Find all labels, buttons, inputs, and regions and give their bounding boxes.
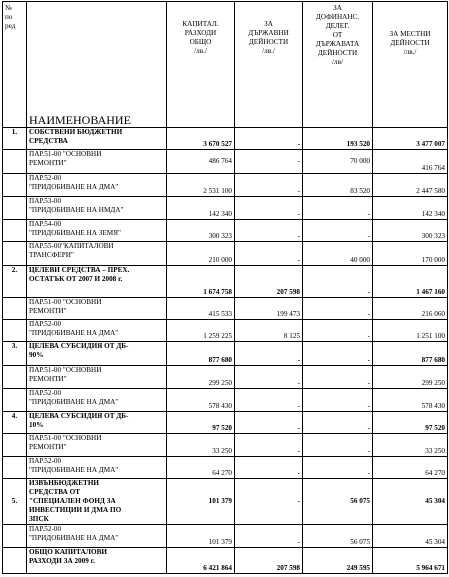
cell-local: 216 060 <box>373 298 448 320</box>
row-name-line: СРЕДСТВА ОТ <box>29 488 81 496</box>
table-row <box>3 366 448 389</box>
row-name <box>27 342 167 366</box>
row-name-line: ПАР.51-00 "ОСНОВНИ <box>29 150 102 158</box>
cell-total: 3 670 527 <box>167 128 235 150</box>
cell-cofin: - <box>303 197 373 220</box>
cell-local: 3 477 007 <box>373 128 448 150</box>
cell-local: 45 304 <box>373 479 448 525</box>
table-row <box>3 412 448 434</box>
row-name-line: РЕМОНТИ" <box>29 375 67 383</box>
header-no-line: № <box>5 4 12 12</box>
cell-cofin: - <box>303 320 373 342</box>
row-name-line: ПАР.52-00 <box>29 525 62 533</box>
table-row <box>3 298 448 320</box>
cell-cofin: - <box>303 298 373 320</box>
cell-total: 97 520 <box>167 412 235 434</box>
header-local-line: ЗА МЕСТНИ <box>389 30 431 38</box>
row-name-line: ЦЕЛЕВИ СРЕДСТВА – ПРЕХ. <box>29 266 130 274</box>
table-row <box>3 320 448 342</box>
cell-local: 416 764 <box>373 150 448 174</box>
row-name-line: 90% <box>29 351 44 359</box>
cell-cofin: - <box>303 342 373 366</box>
row-number <box>3 320 27 342</box>
row-name-line: "ПРИДОБИВАНЕ НА ЗЕМЯ" <box>29 229 121 237</box>
row-number <box>3 366 27 389</box>
header-total-line: РАЗХОДИ <box>184 29 217 37</box>
cell-state: - <box>235 150 303 174</box>
row-name-line: "ПРИДОБИВАНЕ НА ДМА" <box>29 466 119 474</box>
row-number <box>3 174 27 197</box>
header-total <box>167 2 235 128</box>
table-row <box>3 457 448 479</box>
row-name-line: ПАР.52-00 <box>29 320 62 328</box>
cell-state: - <box>235 457 303 479</box>
header-row <box>3 2 448 128</box>
table-row <box>3 128 448 150</box>
cell-cofin: 56 075 <box>303 479 373 525</box>
cell-local: 45 304 <box>373 525 448 548</box>
row-name-line: ПАР.53-00 <box>29 197 62 205</box>
header-total-line: КАПИТАЛ. <box>182 20 219 28</box>
row-name <box>27 242 167 266</box>
row-name-line: ПАР.51-00 "ОСНОВНИ <box>29 298 102 306</box>
row-name-line: "ПРИДОБИВАНЕ НА НМДА" <box>29 206 124 214</box>
row-number: 1. <box>3 128 27 150</box>
row-name-line: ПАР.52-00 <box>29 457 62 465</box>
row-number: 5. <box>3 479 27 525</box>
cell-cofin: 193 520 <box>303 128 373 150</box>
cell-cofin: 40 000 <box>303 242 373 266</box>
cell-state: - <box>235 242 303 266</box>
table-row <box>3 479 448 525</box>
cell-total: 101 379 <box>167 479 235 525</box>
row-number <box>3 298 27 320</box>
table-row <box>3 220 448 242</box>
row-name <box>27 150 167 174</box>
row-number <box>3 242 27 266</box>
row-name <box>27 266 167 298</box>
cell-cofin: - <box>303 389 373 412</box>
header-local <box>373 2 448 128</box>
table-row <box>3 150 448 174</box>
cell-state: - <box>235 128 303 150</box>
cell-total: 877 680 <box>167 342 235 366</box>
cell-total: 300 323 <box>167 220 235 242</box>
row-name-line: СРЕДСТВА <box>29 137 68 145</box>
cell-state: - <box>235 389 303 412</box>
row-name-line: "ПРИДОБИВАНЕ НА ДМА" <box>29 534 119 542</box>
header-local-line: /лв./ <box>403 48 417 56</box>
cell-state: 207 598 <box>235 266 303 298</box>
header-name-title: НАИМЕНОВАНИЕ <box>29 113 131 127</box>
row-name <box>27 197 167 220</box>
cell-total: 64 270 <box>167 457 235 479</box>
header-cofin <box>303 2 373 128</box>
cell-total: 33 250 <box>167 434 235 457</box>
table-row <box>3 342 448 366</box>
header-cofin-line: ДЪРЖАВАТА <box>315 40 360 48</box>
row-name <box>27 479 167 525</box>
cell-local: 33 250 <box>373 434 448 457</box>
cell-state: - <box>235 434 303 457</box>
cell-state: 8 125 <box>235 320 303 342</box>
cell-cofin: 83 520 <box>303 174 373 197</box>
cell-total: 101 379 <box>167 525 235 548</box>
cell-local: 64 270 <box>373 457 448 479</box>
row-name <box>27 320 167 342</box>
row-name-line: ИНВЕСТИЦИИ И ДМА ПО <box>29 506 122 514</box>
row-name <box>27 220 167 242</box>
cell-total: 142 340 <box>167 197 235 220</box>
header-no-line: по <box>5 13 13 21</box>
cell-local: 5 964 671 <box>373 548 448 574</box>
row-name-line: "ПРИДОБИВАНЕ НА ДМА" <box>29 398 119 406</box>
cell-cofin: - <box>303 412 373 434</box>
cell-local: 170 000 <box>373 242 448 266</box>
row-name-line: ЗПСК <box>29 515 49 523</box>
row-name-line: РЕМОНТИ" <box>29 307 67 315</box>
row-number <box>3 389 27 412</box>
row-name-line: РЕМОНТИ" <box>29 443 67 451</box>
cell-total: 6 421 864 <box>167 548 235 574</box>
row-name-line: ПАР.52-00 <box>29 174 62 182</box>
cell-cofin: 56 075 <box>303 525 373 548</box>
cell-state: - <box>235 412 303 434</box>
header-state <box>235 2 303 128</box>
header-total-line: ОБЩО <box>189 38 212 46</box>
row-number <box>3 150 27 174</box>
cell-state: - <box>235 366 303 389</box>
cell-total: 578 430 <box>167 389 235 412</box>
row-name-line: РАЗХОДИ ЗА 2009 г. <box>29 557 95 565</box>
row-name-line: ТРАНСФЕРИ" <box>29 251 74 259</box>
table-row <box>3 434 448 457</box>
row-name <box>27 389 167 412</box>
row-name-line: ПАР.51-00 "ОСНОВНИ <box>29 366 102 374</box>
row-name-line: РЕМОНТИ" <box>29 159 67 167</box>
header-state-line: ДЪРЖАВНИ <box>248 29 289 37</box>
cell-local: 300 323 <box>373 220 448 242</box>
row-number <box>3 457 27 479</box>
cell-state: 199 473 <box>235 298 303 320</box>
cell-local: 299 250 <box>373 366 448 389</box>
table-row <box>3 197 448 220</box>
header-state-line: ЗА <box>264 20 273 28</box>
row-name-line: ОБЩО КАПИТАЛОВИ <box>29 548 107 556</box>
row-name-line: "ПРИДОБИВАНЕ НА ДМА" <box>29 183 119 191</box>
cell-state: - <box>235 342 303 366</box>
cell-cofin: - <box>303 220 373 242</box>
cell-cofin: 249 595 <box>303 548 373 574</box>
row-name <box>27 366 167 389</box>
table-row <box>3 525 448 548</box>
header-no-line: ред <box>5 22 16 30</box>
row-name-line: "СПЕЦИАЛЕН ФОНД ЗА <box>29 497 116 505</box>
header-name <box>27 2 167 128</box>
header-cofin-line: ДЕЛЕГ. <box>325 22 350 30</box>
row-name <box>27 174 167 197</box>
cell-state: - <box>235 174 303 197</box>
header-state-line: /лв./ <box>262 47 275 55</box>
cell-total: 1 259 225 <box>167 320 235 342</box>
row-number <box>3 548 27 574</box>
capital-expenses-table <box>2 1 448 574</box>
cell-local: 877 680 <box>373 342 448 366</box>
row-name <box>27 434 167 457</box>
header-cofin-line: ДОФИНАНС. <box>315 13 360 21</box>
row-name-line: СОБСТВЕНИ БЮДЖЕТНИ <box>29 128 123 136</box>
cell-total: 210 000 <box>167 242 235 266</box>
table-row <box>3 174 448 197</box>
cell-local: 1 251 100 <box>373 320 448 342</box>
row-number <box>3 434 27 457</box>
cell-local: 142 340 <box>373 197 448 220</box>
header-cofin-line: ЗА <box>333 4 342 12</box>
row-name <box>27 525 167 548</box>
header-cofin-line: /лв/ <box>332 58 343 66</box>
cell-state: 207 598 <box>235 548 303 574</box>
row-number: 4. <box>3 412 27 434</box>
header-local-line: ДЕЙНОСТИ <box>390 39 430 47</box>
row-name-line: ПАР.52-00 <box>29 389 62 397</box>
cell-total: 486 764 <box>167 150 235 174</box>
cell-cofin: - <box>303 434 373 457</box>
header-no <box>3 2 27 128</box>
row-number: 2. <box>3 266 27 298</box>
table-row <box>3 242 448 266</box>
row-name-line: "ПРИДОБИВАНЕ НА ДМА" <box>29 329 119 337</box>
row-name-line: ПАР.51-00 "ОСНОВНИ <box>29 434 102 442</box>
header-total-line: /лв./ <box>194 47 207 55</box>
table-body <box>3 128 448 574</box>
cell-state: - <box>235 525 303 548</box>
row-number <box>3 197 27 220</box>
row-number <box>3 525 27 548</box>
table-row <box>3 389 448 412</box>
cell-cofin: 70 000 <box>303 150 373 174</box>
row-name-line: ЦЕЛЕВА СУБСИДИЯ ОТ ДБ- <box>29 412 129 420</box>
cell-local: 578 430 <box>373 389 448 412</box>
cell-local: 97 520 <box>373 412 448 434</box>
row-name <box>27 412 167 434</box>
cell-total: 299 250 <box>167 366 235 389</box>
cell-state: - <box>235 479 303 525</box>
cell-local: 1 467 160 <box>373 266 448 298</box>
row-name-line: ПАР.54-00 <box>29 220 62 228</box>
row-name-line: ОСТАТЪК ОТ 2007 И 2008 г. <box>29 275 123 283</box>
cell-total: 2 531 100 <box>167 174 235 197</box>
row-name-line: ПАР.55-00"КАПИТАЛОВИ <box>29 242 114 250</box>
row-name-line: 10% <box>29 421 44 429</box>
cell-cofin: - <box>303 457 373 479</box>
row-number <box>3 220 27 242</box>
header-cofin-line: ОТ <box>332 31 343 39</box>
table-row <box>3 548 448 574</box>
row-name <box>27 548 167 574</box>
row-name <box>27 457 167 479</box>
cell-cofin: - <box>303 266 373 298</box>
row-number: 3. <box>3 342 27 366</box>
row-name-line: ИЗВЪНБЮДЖЕТНИ <box>29 479 100 487</box>
cell-state: - <box>235 197 303 220</box>
cell-local: 2 447 580 <box>373 174 448 197</box>
cell-total: 1 674 758 <box>167 266 235 298</box>
row-name <box>27 298 167 320</box>
header-state-line: ДЕЙНОСТИ <box>248 38 289 46</box>
cell-total: 415 533 <box>167 298 235 320</box>
cell-state: - <box>235 220 303 242</box>
cell-cofin: - <box>303 366 373 389</box>
header-cofin-line: ДЕЙНОСТИ <box>317 49 358 57</box>
row-name-line: ЦЕЛЕВА СУБСИДИЯ ОТ ДБ- <box>29 342 129 350</box>
row-name <box>27 128 167 150</box>
table-row <box>3 266 448 298</box>
